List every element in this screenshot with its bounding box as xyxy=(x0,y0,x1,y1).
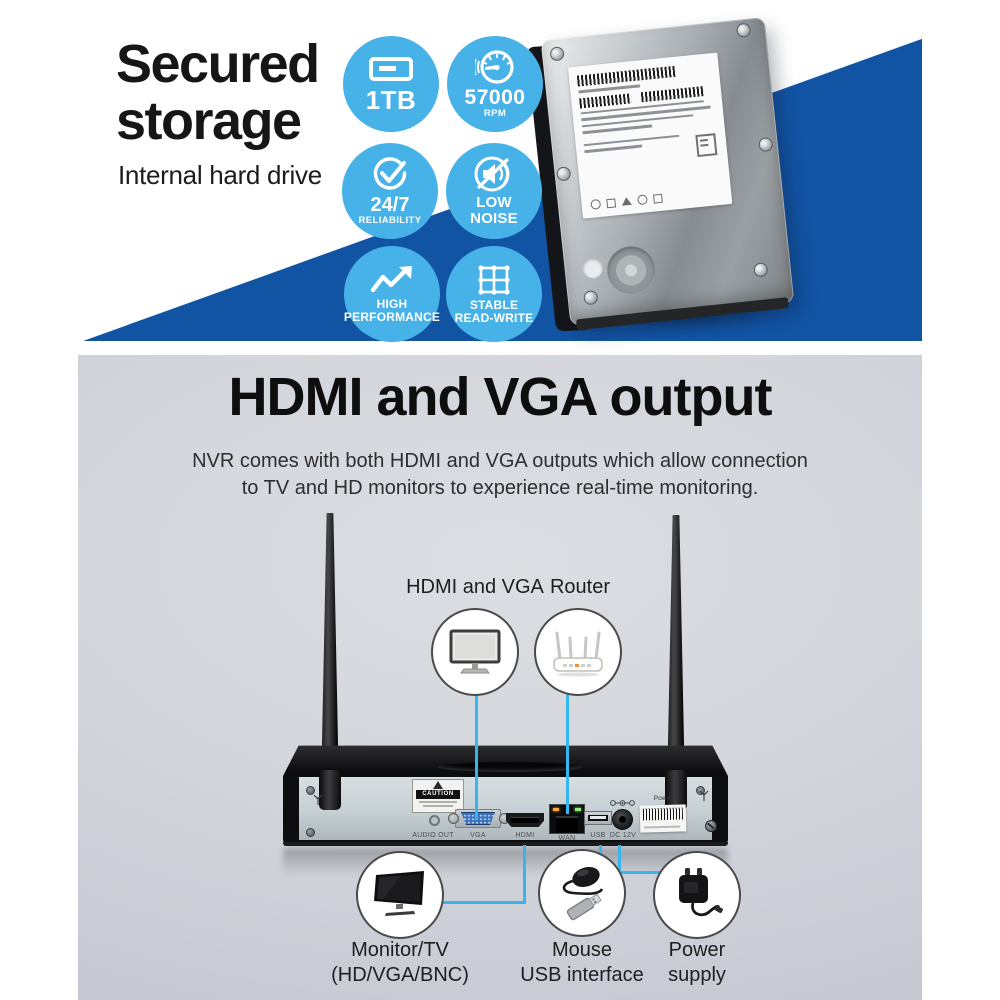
hard-drive-label xyxy=(568,53,732,219)
output-heading: HDMI and VGA output xyxy=(228,367,772,427)
nvr-bottom-edge xyxy=(283,842,728,846)
hard-drive-photo xyxy=(541,17,795,326)
dc-power-jack xyxy=(612,809,633,830)
wifi-antenna-mark-left xyxy=(312,794,324,806)
wan-callout-line xyxy=(566,694,569,814)
badge-reliability xyxy=(342,143,438,239)
badge-low-noise xyxy=(446,143,542,239)
hdd-capacity-icon xyxy=(369,55,413,85)
vga-label: VGA xyxy=(470,832,486,839)
hdmi-callout-line-vertical xyxy=(523,845,526,904)
badge-capacity xyxy=(343,36,439,132)
output-description xyxy=(78,448,922,502)
power-callout-line-horizontal xyxy=(618,871,662,874)
rpm-speedometer-icon xyxy=(475,49,515,85)
monitor-tv-label-line2: (HD/VGA/BNC) xyxy=(331,964,469,986)
badge-rpm-value: 57000 xyxy=(464,86,526,109)
mouse-usb-icon xyxy=(553,864,611,922)
badge-low-noise-line1: LOW xyxy=(476,194,512,211)
high-performance-icon xyxy=(369,264,415,296)
monitor-callout-circle xyxy=(431,608,519,696)
monitor-icon xyxy=(447,628,503,676)
caution-text: CAUTION xyxy=(416,790,460,799)
nvr-top-recess xyxy=(438,762,582,772)
power-callout-circle xyxy=(653,851,741,939)
wan-label: WAN xyxy=(558,835,576,842)
wan-led-green xyxy=(575,808,581,811)
mouse-callout-circle xyxy=(538,849,626,937)
power-supply-label-line1: Power xyxy=(668,939,726,961)
storage-title-line2: storage xyxy=(116,91,301,151)
router-icon xyxy=(549,626,607,678)
badge-read-write-line1: STABLE xyxy=(469,298,519,312)
storage-subtitle: Internal hard drive xyxy=(118,160,322,190)
vga-callout-line xyxy=(475,694,478,820)
tv-callout-circle xyxy=(356,851,444,939)
low-noise-icon xyxy=(473,155,515,193)
badge-performance-line1: HIGH xyxy=(376,297,408,311)
mouse-usb-label-line1: Mouse xyxy=(551,939,613,961)
tv-icon xyxy=(371,869,429,921)
monitor-tv-label-line1: Monitor/TV xyxy=(351,939,449,961)
hdmi-callout-line-horizontal xyxy=(441,901,526,904)
mouse-usb-label-line2: USB interface xyxy=(520,964,644,986)
dc-polarity-mark xyxy=(609,799,636,807)
wan-led-amber xyxy=(553,808,559,811)
panel-screw xyxy=(306,828,315,837)
caution-sticker xyxy=(412,779,464,813)
badge-performance-line2: PERFORMANCE xyxy=(343,310,441,324)
usb-port xyxy=(584,811,612,825)
warning-triangle-icon xyxy=(433,781,443,789)
output-description-line1: NVR comes with both HDMI and VGA outputs which allow connection xyxy=(192,450,808,472)
dc-label: DC 12V xyxy=(609,832,637,839)
vga-port xyxy=(461,812,495,825)
hdmi-vga-callout-label: HDMI and VGA xyxy=(406,576,544,598)
usb-label: USB xyxy=(590,832,606,839)
storage-title xyxy=(116,36,319,150)
power-supply-label xyxy=(607,938,787,988)
storage-title-line1: Secured xyxy=(116,34,319,94)
hard-drive-spindle xyxy=(605,244,658,297)
hdmi-port xyxy=(506,813,544,827)
audio-out-label: AUDIO OUT xyxy=(412,832,454,839)
stable-read-write-icon xyxy=(475,263,513,297)
hdmi-label: HDMI xyxy=(515,832,535,839)
badge-rpm-unit: RPM xyxy=(483,108,507,119)
badge-reliability-text: RELIABILITY xyxy=(358,214,422,226)
power-print-label: Power xyxy=(653,795,673,802)
power-supply-label-line2: supply xyxy=(668,964,726,986)
serial-barcode-sticker xyxy=(640,804,687,832)
router-callout-label: Router xyxy=(549,576,611,598)
router-callout-circle xyxy=(534,608,622,696)
panel-big-screw xyxy=(705,820,717,832)
badge-reliability-value: 24/7 xyxy=(370,193,410,216)
monitor-tv-label xyxy=(310,938,490,988)
wifi-antenna-mark-right xyxy=(698,790,710,802)
badge-read-write-line2: READ-WRITE xyxy=(454,311,534,325)
badge-performance xyxy=(344,246,440,342)
badge-rpm xyxy=(447,36,543,132)
reliability-check-icon xyxy=(370,157,410,193)
vga-hex-screw xyxy=(448,813,459,824)
output-description-line2: to TV and HD monitors to experience real-time monitoring. xyxy=(241,477,759,499)
audio-out-jack xyxy=(429,815,440,826)
badge-read-write xyxy=(446,246,542,342)
badge-capacity-text: 1TB xyxy=(365,85,417,115)
power-adapter-icon xyxy=(668,866,726,924)
badge-low-noise-line2: NOISE xyxy=(470,210,518,227)
hard-drive-face xyxy=(541,17,795,326)
